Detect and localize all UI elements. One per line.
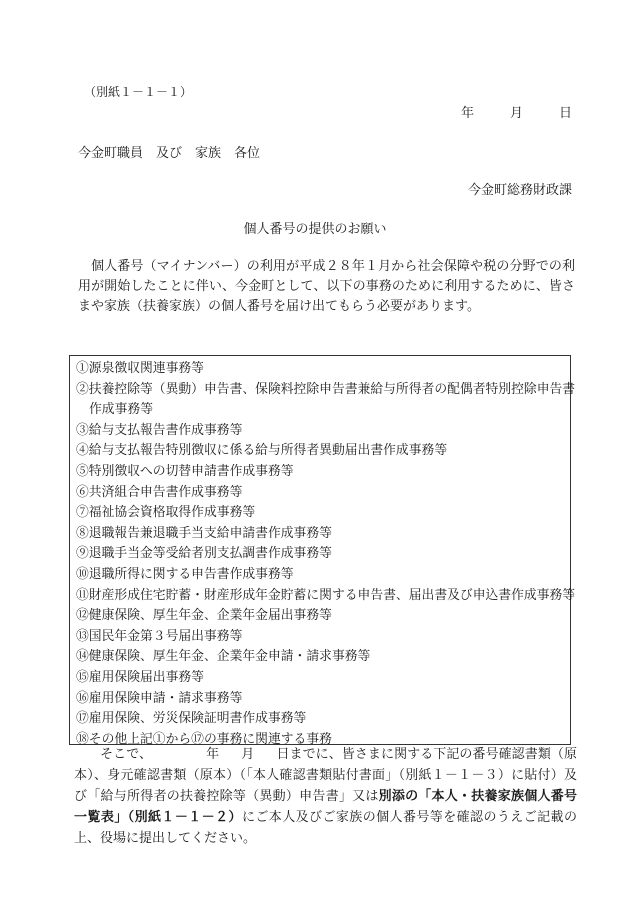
purpose-list-item: ④給与支払報告特別徴収に係る給与所得者異動届出書作成事務等 xyxy=(76,443,448,459)
purpose-list-item: ⑱その他上記①から⑰の事務に関連する事務 xyxy=(76,731,332,747)
purpose-list-item: ⑫健康保険、厚生年金、企業年金届出事務等 xyxy=(76,608,332,624)
date-month: 月 xyxy=(509,106,523,121)
purpose-list-item: ⑧退職報告兼退職手当支給申請書作成事務等 xyxy=(76,525,332,541)
addressee-and: 及び xyxy=(156,146,183,161)
document-reference-label: （別紙１－１－１） xyxy=(84,85,193,99)
addressee xyxy=(78,144,260,164)
purpose-list-item: ⑰雇用保険、労災保険証明書作成事務等 xyxy=(76,711,307,727)
purpose-list-item: ⑥共済組合申告書作成事務等 xyxy=(76,484,243,500)
closing-month: 月 xyxy=(241,747,255,762)
purpose-list-item: ⑮雇用保険届出事務等 xyxy=(76,669,204,685)
purpose-list xyxy=(70,356,576,750)
purpose-list-item: ⑨退職手当金等受給者別支払調書作成事務等 xyxy=(76,546,332,562)
date-year: 年 xyxy=(460,106,474,121)
addressee-all: 各位 xyxy=(234,146,261,161)
closing-tail: にご本人及びご家族の個人番号等を確認のうえご記載の上、役場に提出してください。 xyxy=(74,810,577,846)
purpose-list-item: ⑭健康保険、厚生年金、企業年金申請・請求事務等 xyxy=(76,649,371,665)
purpose-list-item: ⑬国民年金第３号届出事務等 xyxy=(76,628,243,644)
date-day: 日 xyxy=(558,106,572,121)
purpose-list-item: ②扶養控除等（異動）申告書、保険料控除申告書兼給与所得者の配偶者特別控除申告書作成事務等 xyxy=(76,381,576,418)
closing-year: 年 xyxy=(206,747,220,762)
purpose-list-item: ⑪財産形成住宅貯蓄・財産形成年金貯蓄に関する申告書、届出書及び申込書作成事務等 xyxy=(76,587,576,603)
purpose-list-item: ⑯雇用保険申請・請求事務等 xyxy=(76,690,243,706)
purpose-list-box xyxy=(69,355,576,747)
intro-paragraph: 個人番号（マイナンバー）の利用が平成２８年１月から社会保障や税の分野での利用が開始したことに伴い、今金町として、以下の事務のために利用するために、皆さまや家族（扶養家族）の個人番号を届け出てもらう必要があります。 xyxy=(78,259,575,314)
document-title: 個人番号の提供のお願い xyxy=(243,222,387,237)
closing-bold-form: 別添の「本人・扶養家族個人番号一覧表」（別紙１－１－２） xyxy=(74,789,577,825)
purpose-list-item: ⑩退職所得に関する申告書作成事務等 xyxy=(76,566,294,582)
closing-paragraph xyxy=(74,744,577,849)
closing-body: 日までに、皆さまに関する下記の番号確認書類（原本）、身元確認書類（原本）（「本人確認書類貼付書面」（別紙１－１－３）に貼付）及び「給与所得者の扶養控除等（異動）申告書」又は xyxy=(74,747,577,804)
addressee-staff: 今金町職員 xyxy=(78,146,144,161)
date-line xyxy=(461,104,572,124)
sender-department: 今金町総務財政課 xyxy=(467,183,572,198)
purpose-list-item: ⑦福祉協会資格取得作成事務等 xyxy=(76,505,256,521)
purpose-list-item: ③給与支払報告書作成事務等 xyxy=(76,422,243,438)
purpose-list-item: ⑤特別徴収への切替申請書作成事務等 xyxy=(76,463,294,479)
purpose-list-item: ①源泉徴収関連事務等 xyxy=(76,361,204,376)
addressee-family: 家族 xyxy=(195,146,222,161)
closing-lead: そこで、 xyxy=(100,747,153,762)
